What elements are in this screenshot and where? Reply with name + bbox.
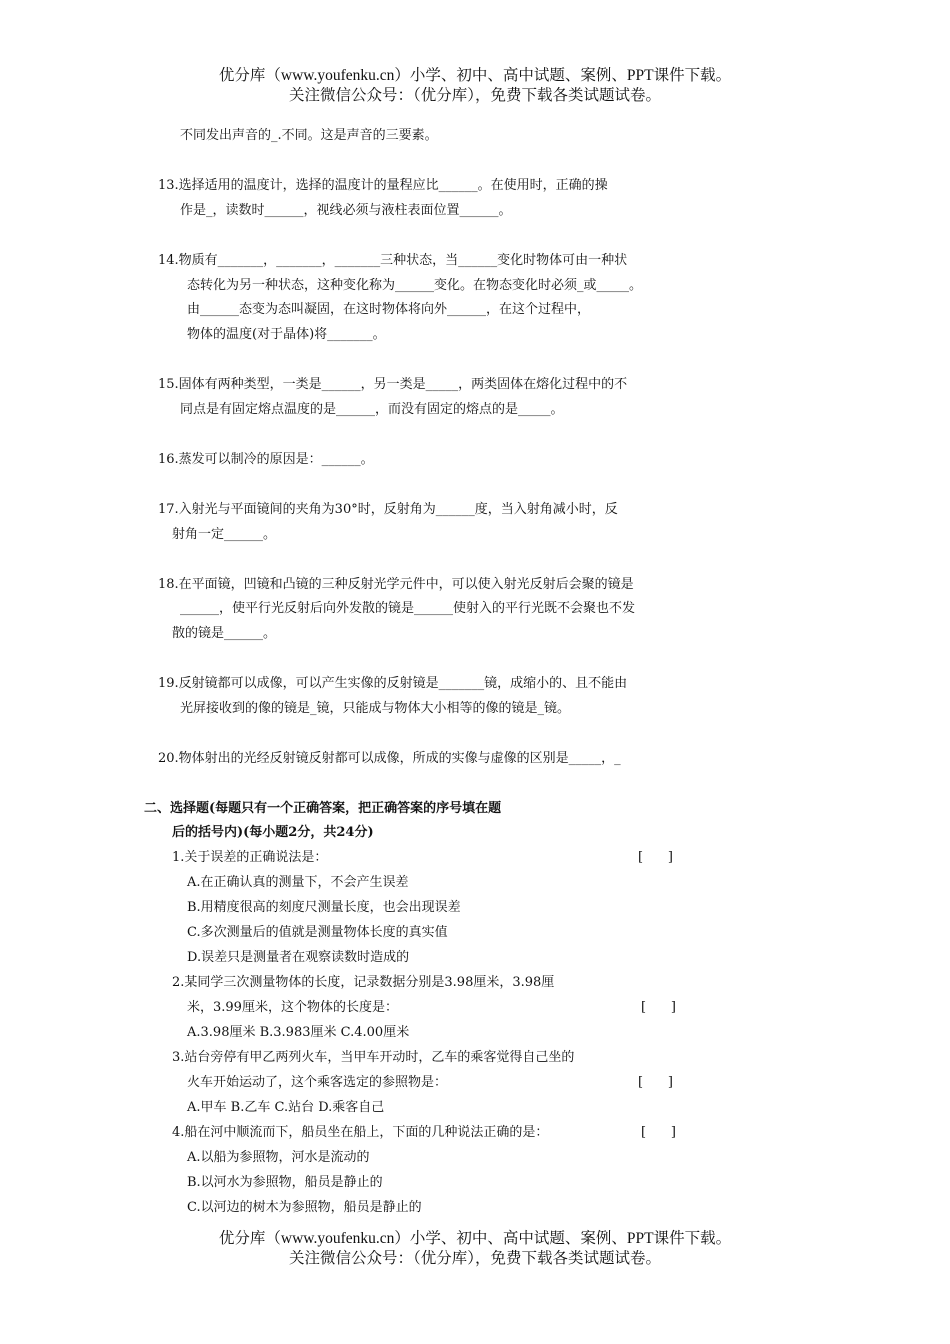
q15-line-1: 15.固体有两种类型，一类是______，另一类是_____，两类固体在熔化过程中的不 (158, 377, 628, 392)
section-heading-line-1: 二、选择题(每题只有一个正确答案，把正确答案的序号填在题 (144, 801, 502, 816)
c1-option-a: A.在正确认真的测量下，不会产生误差 (187, 875, 409, 890)
q14-line-1: 14.物质有_______，_______，_______三种状态，当______变化时物体可由一种状 (158, 253, 628, 268)
c3-options: A.甲车 B.乙车 C.站台 D.乘客自己 (187, 1100, 385, 1115)
c4-stem: 4.船在河中顺流而下，船员坐在船上，下面的几种说法正确的是： (172, 1125, 549, 1140)
c2-answer-bracket: [ ] (641, 1000, 676, 1015)
c1-answer-bracket: [ ] (638, 850, 673, 865)
q19-line-2: 光屏接收到的像的镜是_镜，只能成与物体大小相等的像的镜是_镜。 (180, 701, 571, 716)
q19-line-1: 19.反射镜都可以成像，可以产生实像的反射镜是_______镜，成缩小的、且不能由 (158, 676, 628, 691)
q13-line-1: 13.选择适用的温度计，选择的温度计的量程应比______。在使用时，正确的操 (158, 178, 608, 193)
c4-option-b: B.以河水为参照物，船员是静止的 (187, 1175, 383, 1190)
c2-options: A.3.98厘米 B.3.983厘米 C.4.00厘米 (187, 1025, 410, 1040)
header-line-2: 关注微信公众号：（优分库），免费下载各类试题试卷。 (288, 87, 661, 104)
q18-line-1: 18.在平面镜，凹镜和凸镜的三种反射光学元件中，可以使入射光反射后会聚的镜是 (158, 577, 634, 592)
c3-answer-bracket: [ ] (638, 1075, 673, 1090)
c2-stem-1: 2.某同学三次测量物体的长度，记录数据分别是3.98厘米，3.98厘 (172, 975, 555, 990)
footer-line-2: 关注微信公众号：（优分库），免费下载各类试题试卷。 (288, 1250, 661, 1267)
c3-stem-2: 火车开始运动了，这个乘客选定的参照物是： (187, 1075, 448, 1090)
q12-tail: 不同发出声音的_.不同。这是声音的三要素。 (180, 128, 438, 143)
q16-line-1: 16.蒸发可以制冷的原因是：______。 (158, 452, 374, 467)
c4-option-c: C.以河边的树木为参照物，船员是静止的 (187, 1200, 422, 1215)
q15-line-2: 同点是有固定熔点温度的是______，而没有固定的熔点的是_____。 (180, 402, 564, 417)
q14-line-4: 物体的温度(对于晶体)将_______。 (187, 327, 386, 342)
c4-option-a: A.以船为参照物，河水是流动的 (187, 1150, 370, 1165)
q17-line-1: 17.入射光与平面镜间的夹角为30°时，反射角为______度，当入射角减小时，反 (158, 502, 618, 517)
c1-stem: 1.关于误差的正确说法是： (172, 850, 328, 865)
section-heading-line-2: 后的括号内)(每小题2分，共24分) (172, 825, 374, 840)
c1-option-b: B.用精度很高的刻度尺测量长度，也会出现误差 (187, 900, 461, 915)
c4-answer-bracket: [ ] (641, 1125, 676, 1140)
header-line-1: 优分库（www.youfenku.cn）小学、初中、高中试题、案例、PPT课件下载。 (218, 67, 732, 84)
q14-line-2: 态转化为另一种状态，这种变化称为______变化。在物态变化时必须_或_____。 (187, 278, 643, 293)
q14-line-3: 由______态变为态叫凝固，在这时物体将向外______，在这个过程中， (187, 302, 591, 317)
q13-line-2: 作是_，读数时______，视线必须与液柱表面位置______。 (180, 203, 512, 218)
q20-line-1: 20.物体射出的光经反射镜反射都可以成像，所成的实像与虚像的区别是_____，_ (158, 751, 621, 766)
c1-option-c: C.多次测量后的值就是测量物体长度的真实值 (187, 925, 448, 940)
c1-option-d: D.误差只是测量者在观察读数时造成的 (187, 950, 410, 965)
c3-stem-1: 3.站台旁停有甲乙两列火车，当甲车开动时，乙车的乘客觉得自己坐的 (172, 1050, 575, 1065)
c2-stem-2: 米，3.99厘米，这个物体的长度是： (187, 1000, 398, 1015)
q18-line-3: 散的镜是______。 (172, 626, 277, 641)
q18-line-2: ______，使平行光反射后向外发散的镜是______使射入的平行光既不会聚也不发 (180, 601, 636, 616)
q17-line-2: 射角一定______。 (172, 527, 277, 542)
footer-line-1: 优分库（www.youfenku.cn）小学、初中、高中试题、案例、PPT课件下载。 (218, 1230, 732, 1247)
